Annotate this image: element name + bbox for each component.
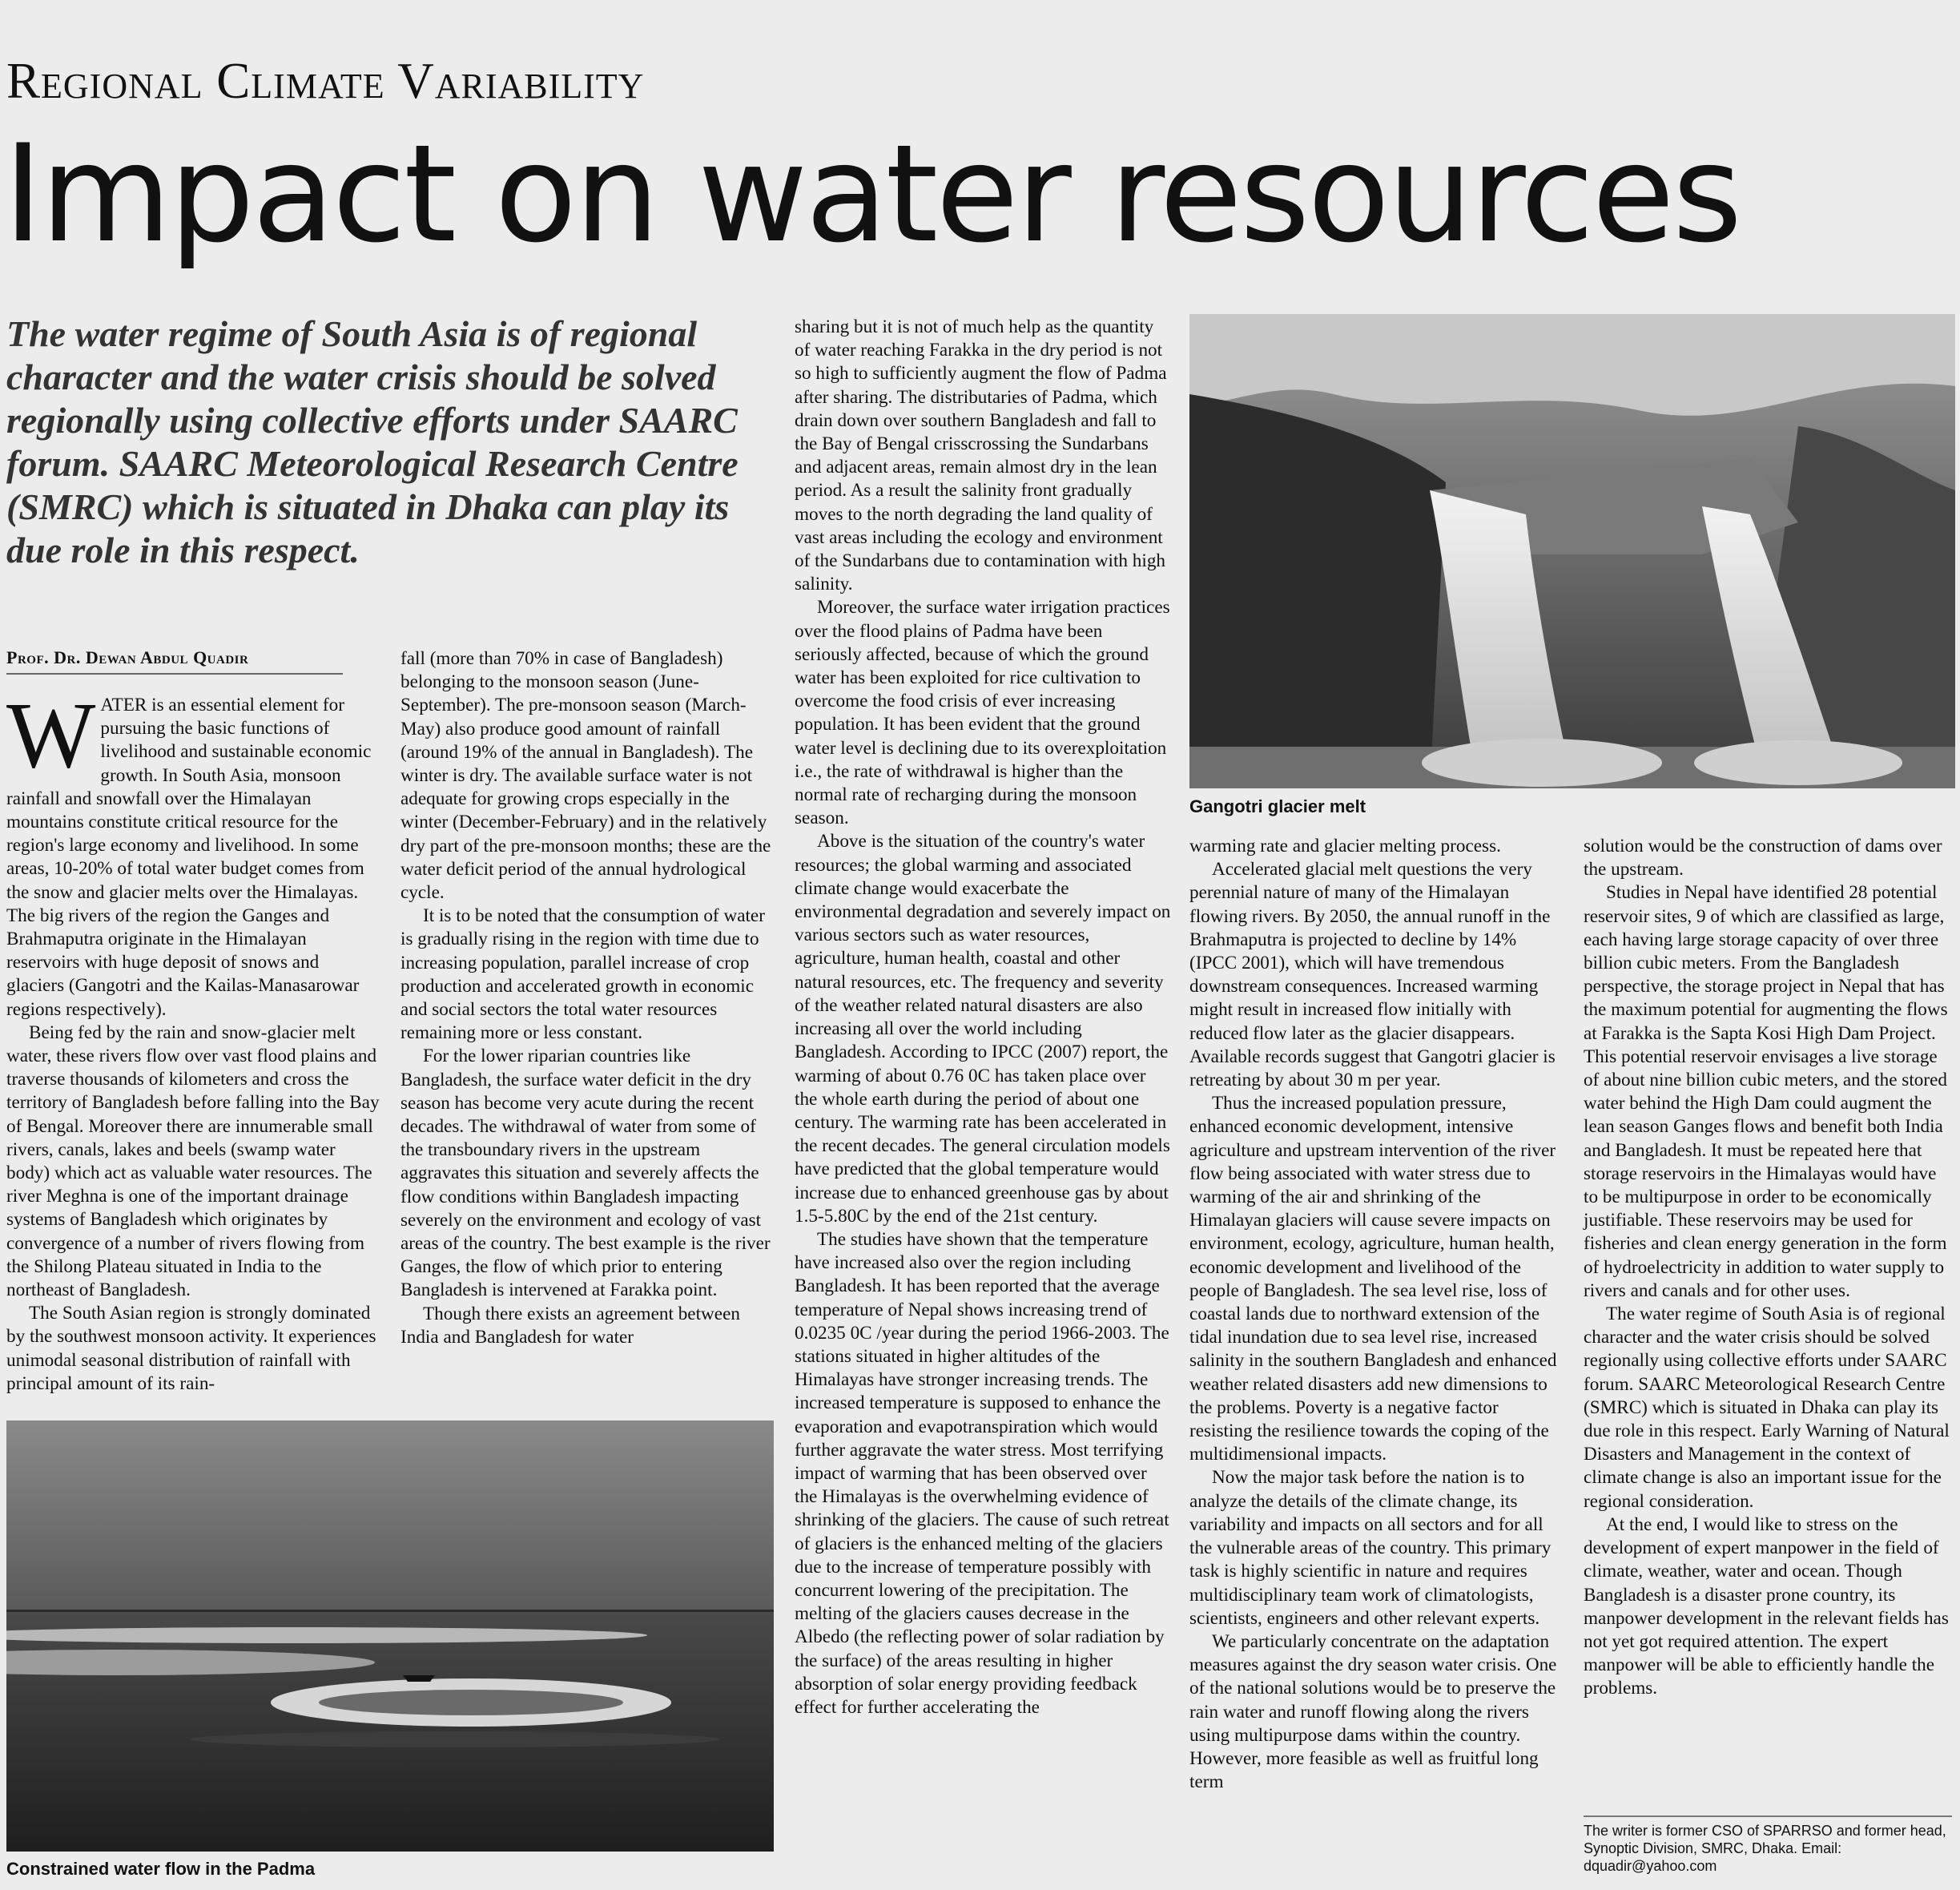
gangotri-glacier-image [1189,314,1955,788]
article-column-3 [795,316,1173,1719]
col3-para-1: sharing but it is not of much help as the quantity of water reaching Farakka in the dry period is not so high to sufficiently augment the flow of Padma after sharing. The distributaries of Padma, which drain down over southern Bangladesh and fall to the Bay of Bengal crisscrossing the Sundarbans and adjacent areas, remain almost dry in the lean period. As a result the salinity front gradually moves to the north degrading the land quality of vast areas including the ecology and environment of the Sundarbans due to contamination with high salinity. [795,316,1167,595]
headline: Impact on water resources [3,115,1741,272]
col4-para-4: Now the major task before the nation is to analyze the details of the climate change, its variability and impacts on all sectors and for all the vulnerable areas of the country. This primary task is highly scientific in nature and requires multidisciplinary team work of climatologists, scientists, engineers and other relevant experts. [1189,1467,1551,1629]
col4-para-5: We particularly concentrate on the adaptation measures against the dry season water crisis. One of the national solutions would be to preserve the rain water and runoff flowing along the rivers using multipurpose dams within the country. However, more feasible as well as fruitful long term [1189,1630,1557,1793]
col2-para-4: Though there exists an agreement between India and Bangladesh for water [400,1303,740,1348]
col4-para-1: warming rate and glacier melting process. [1189,836,1501,856]
padma-photo-caption: Constrained water flow in the Padma [6,1859,316,1879]
col1-para-1: WATER is an essential element for pursuing the basic functions of livelihood and sustainable economic growth. In South Asia, monsoon rainfall and snowfall over the Himalayan mountains constitute critical resource for the region's large economy and livelihood. In some areas, 10-20% of total water budget comes from the snow and glacier melts over the Himalayas. The big rivers of the region the Ganges and Brahmaputra originate in the Himalayan reservoirs with huge deposit of snows and glaciers (Gangotri and the Kailas-Manasarowar regions respectively). [6,683,372,1020]
padma-river-photo [6,1421,774,1852]
col2-para-1: fall (more than 70% in case of Bangladesh) belonging to the monsoon season (June-September). The pre-monsoon season (March-May) also produce good amount of rainfall (around 19% of the annual in Bangladesh). The winter is dry. The available surface water is not adequate for growing crops especially in the winter (December-February) and in the relatively dry part of the pre-monsoon months; these are the water deficit period of the annual hydrological cycle. [400,648,771,904]
author-note: The writer is former CSO of SPARRSO and former head, Synoptic Division, SMRC, Dhaka. Email: dquadir@yahoo.com [1584,1815,1952,1875]
article-column-2 [400,647,774,1349]
section-kicker: Regional Climate Variability [6,53,645,109]
col1-para-3: The South Asian region is strongly dominated by the southwest monsoon activity. It experiences unimodal seasonal distribution of rainfall with principal amount of its rain- [6,1303,376,1394]
gangotri-glacier-photo [1189,314,1955,788]
col5-para-4: At the end, I would like to stress on the development of expert manpower in the field of climate, weather, water and ocean. Though Bangladesh is a disaster prone country, its manpower development in the relevant fields has not yet got required attention. The expert manpower will be able to efficiently handle the problems. [1584,1513,1949,1699]
byline: Prof. Dr. Dewan Abdul Quadir [6,647,343,675]
col5-para-2: Studies in Nepal have identified 28 potential reservoir sites, 9 of which are classified as large, each having large storage capacity of over three billion cubic meters. From the Bangladesh perspective, the storage project in Nepal that has the maximum potential for augmenting the flows at Farakka is the Sapta Kosi High Dam Project. This potential reservoir envisages a live storage of about nine billion cubic meters, and the stored water behind the High Dam could augment the lean season Ganges flows and benefit both India and Bangladesh. It must be repeated here that storage reservoirs in the Himalayas would have to be multipurpose in order to be economically justifiable. These reservoirs may be used for fisheries and clean energy generation in the form of hydroelectricity in addition to water supply to rivers and canals and for other uses. [1584,882,1948,1301]
glacier-photo-caption: Gangotri glacier melt [1189,796,1366,816]
article-column-1 [6,683,380,1396]
col3-para-4: The studies have shown that the temperature have increased also over the region including Bangladesh. It has been reported that the average temperature of Nepal shows increasing trend of 0.0235 0C /year during the period 1966-2003. The stations situated in higher altitudes of the Himalayas have stronger increasing trends. The increased temperature is supposed to enhance the evaporation and evapotranspiration which would further aggravate the water stress. Most terrifying impact of warming that has been observed over the Himalayas is the overwhelming evidence of shrinking of the glaciers. The cause of such retreat of glaciers is the enhanced melting of the glaciers due to the increase of temperature possibly with concurrent lowering of the precipitation. The melting of the glaciers causes decrease in the Albedo (the reflecting power of solar radiation by the surface) of the areas resulting in higher absorption of solar energy providing feedback effect for further accelerating the [795,1228,1169,1718]
col2-para-3: For the lower riparian countries like Bangladesh, the surface water deficit in the dry season has become very acute during the recent decades. The withdrawal of water from some of the transboundary rivers in the upstream aggravates this situation and severely affects the flow conditions within Bangladesh impacting severely on the environment and ecology of vast areas of the country. The best example is the river Ganges, the flow of which prior to entering Bangladesh is intervened at Farakka point. [400,1046,771,1301]
col1-para-2: Being fed by the rain and snow-glacier melt water, these rivers flow over vast flood plains and traverse thousands of kilometers and cross the territory of Bangladesh before falling into the Bay of Bengal. Moreover there are innumerable small rivers, canals, lakes and beels (swamp water body) which act as valuable water resources. The river Meghna is one of the important drainage systems of Bangladesh which originates by convergence of a number of rivers flowing from the Shilong Plateau situated in India to the northeast of Bangladesh. [6,1022,380,1301]
col5-para-1: solution would be the construction of dams over the upstream. [1584,836,1942,881]
lead-paragraph: The water regime of South Asia is of regional character and the water crisis should be solved regionally using collective efforts under SAARC forum. SAARC Meteorological Research Centre (SMRC) which is situated in Dhaka can play its due role in this respect. [6,313,739,570]
col3-para-3: Above is the situation of the country's water resources; the global warming and associated climate change would exacerbate the environmental degradation and severely impact on various sectors such as water resources, agriculture, human health, coastal and other natural resources, etc. The frequency and severity of the weather related natural disasters are also increasing all over the world including Bangladesh. According to IPCC (2007) report, the warming of about 0.76 0C has taken place over the whole earth during the period of about one century. The warming rate has been accelerated in the recent decades. The general circulation models have predicted that the global temperature would increase due to enhanced greenhouse gas by about 1.5-5.80C by the end of the 21st century. [795,831,1171,1227]
col3-para-2: Moreover, the surface water irrigation practices over the flood plains of Padma have been seriously affected, because of which the ground water has been exploited for rice cultivation to overcome the food crisis of ever increasing population. It has been evident that the ground water level is declining due to its overexploitation i.e., the rate of withdrawal is higher than the normal rate of recharging during the monsoon season. [795,597,1170,829]
padma-river-image [6,1421,774,1852]
article-column-4 [1189,835,1564,1794]
col2-para-2: It is to be noted that the consumption of water is gradually rising in the region with time due to increasing population, parallel increase of crop production and accelerated growth in economic and social sectors the total water resources remaining more or less constant. [400,905,765,1044]
col4-para-2: Accelerated glacial melt questions the very perennial nature of many of the Himalayan flowing rivers. By 2050, the annual runoff in the Brahmaputra is projected to decline by 14% (IPCC 2001), which will have tremendous downstream consequences. Increased warming might result in increased flow initially with reduced flow later as the glacier disappears. Available records suggest that Gangotri glacier is retreating by about 30 m per year. [1189,859,1556,1091]
article-column-5 [1584,835,1955,1701]
col5-para-3: The water regime of South Asia is of regional character and the water crisis should be solved regionally using collective efforts under SAARC forum. SAARC Meteorological Research Centre (SMRC) which is situated in Dhaka can play its due role in this respect. Early Warning of Natural Disasters and Management in the context of climate change is also an important issue for the regional consideration. [1584,1304,1950,1512]
drop-cap: W [6,683,96,788]
col4-para-3: Thus the increased population pressure, enhanced economic development, intensive agriculture and upstream intervention of the river flow being associated with water stress due to warming of the air and shrinking of the Himalayan glaciers will cause severe impacts on environment, ecology, agriculture, human health, economic development and livelihood of the people of Bangladesh. The sea level rise, loss of coastal lands due to northward extension of the tidal inundation due to sea level rise, increased salinity in the southern Bangladesh and enhanced weather related disasters add new dimensions to the problems. Poverty is a negative factor resisting the resilience towards the coping of the multidimensional impacts. [1189,1093,1557,1465]
